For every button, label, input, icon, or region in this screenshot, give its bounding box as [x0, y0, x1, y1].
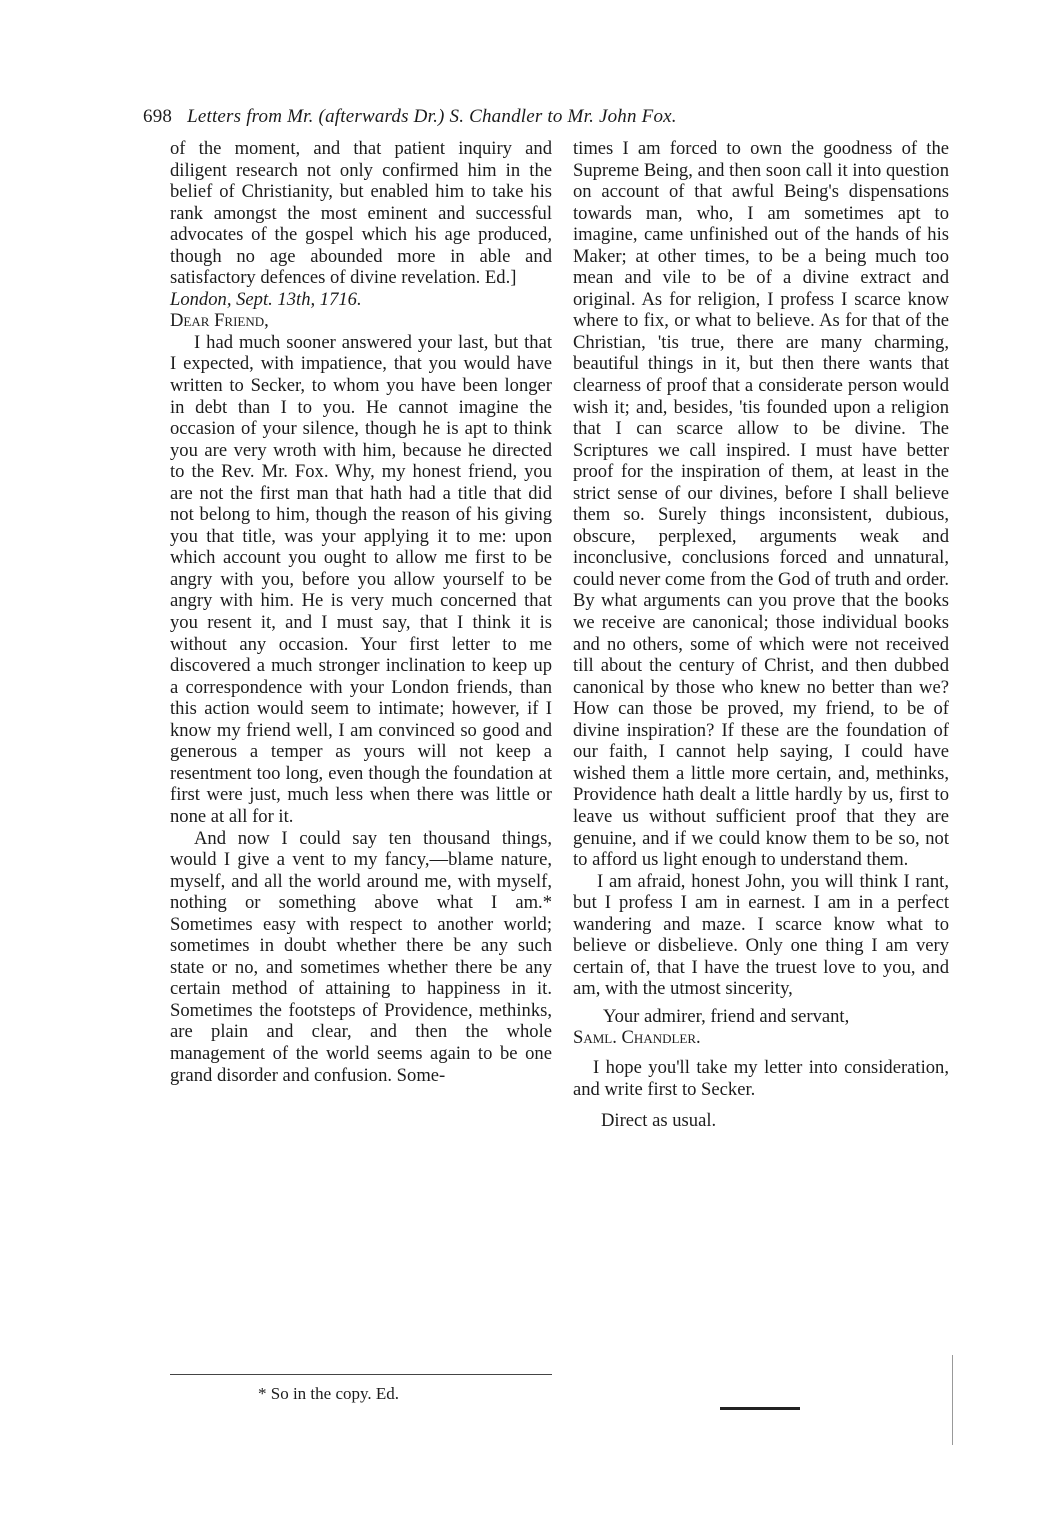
paragraph-3: I am afraid, honest John, you will think I rant, but I profess I am in earnest. I am in a perfect wandering and maze. I scarce know what to believe or disbelieve. Only one thing I am very certain of, that I have the truest love to you, and am, with the utmost sincerity,: [573, 870, 949, 1000]
running-header: [143, 106, 943, 128]
footnote: * So in the copy. Ed.: [258, 1384, 400, 1403]
paragraph-2-continued: times I am forced to own the goodness of the Supreme Being, and then soon call it into question on account of that awful Being's dispensations towards man, who, I am sometimes apt to imagine, came unfinished out of the hands of his Maker; at other times, to be a being much too mean and vile to be of a divine extract and original. As for religion, I profess I scarce know where to fix, or what to believe. As for that of the Christian, 'tis true, there are many charming, beautiful things in it, but then there wants that clearness of proof that a considerate person would wish it; and, besides, 'tis founded upon a religion that I can scarce allow to be divine. The Scriptures we call inspired. I must have better proof for the inspiration of them, at least in the strict sense of our divines, before I shall believe them so. Surely things inconsistent, dubious, obscure, perplexed, arguments weak and inconclusive, conclusions forced and unnatural, could never come from the God of truth and order. By what arguments can you prove that the books we receive are canonical; those individual books and no others, some of which were not received till about the century of Christ, and then dubbed canonical by those who knew no better than we? How can those be proved, my friend, to be of divine inspiration? If these are the foundation of our faith, I cannot help saying, I could have wished them a little more certain, and, methinks, Providence hath dealt a little hardly by us, first to leave us without sufficient proof that they are genuine, and if we could know them to be so, not to afford us light enough to understand them.: [573, 138, 949, 871]
direction-note: Direct as usual.: [601, 1110, 717, 1132]
editor-note-end: of the moment, and that patient inquiry and diligent research not only confirmed him in the belief of Christianity, but enabled him to take his rank amongst the most eminent and successful advocates of the gospel which his age produced, though no age abounded more in able and satisfactory defences of divine revelation. Ed.]: [170, 138, 552, 289]
left-column: [170, 138, 552, 1086]
paragraph-1: I had much sooner answered your last, but that I expected, with impatience, that you would have written to Secker, to whom you have been longer in debt than I to you. He cannot imagine the occasion of your silence, though he is apt to think you are very wroth with him, because he directed to the Rev. Mr. Fox. Why, my honest friend, you are not the first man that hath had a title that did not belong to him, though the reason of his giving you that title, was your applying it to me: upon which account you ought to allow me first to be angry with you, before you allow yourself to be angry with him. He is very much concerned that you resent it, and I must say, that I think it is without any occasion. Your first letter to me discovered a much stronger inclination to keep up a correspondence with your London friends, than this action would seem to intimate; however, if I know my friend well, I am convinced so good and generous a temper as yours will not keep a resentment too long, even though the foundation at first were just, much less when there was little or none at all for it.: [170, 331, 552, 827]
letter-date: London, Sept. 13th, 1716.: [170, 288, 362, 310]
end-ornament-rule: [720, 1407, 800, 1410]
page-number: 698: [143, 106, 173, 127]
margin-rule: [952, 1355, 953, 1445]
postscript: I hope you'll take my letter into consideration, and write first to Secker.: [573, 1056, 949, 1100]
right-column: [573, 138, 949, 1132]
footnote-rule: [170, 1374, 552, 1375]
salutation: Dear Friend,: [170, 310, 269, 332]
running-title: Letters from Mr. (afterwards Dr.) S. Chandler to Mr. John Fox.: [187, 106, 677, 127]
signature: Saml. Chandler.: [573, 1027, 701, 1049]
paragraph-2: And now I could say ten thousand things, would I give a vent to my fancy,—blame nature, myself, and all the world around me, with myself, nothing or something above what I am.* Sometimes easy with respect to another world; sometimes in doubt whether there be any such state or no, and sometimes whether there be any certain method of attaining to happiness in it. Sometimes the footsteps of Providence, methinks, are plain and clear, and then the whole management of the world seems again to be one grand disorder and confusion. Some-: [170, 827, 552, 1086]
closing-line: Your admirer, friend and servant,: [603, 1005, 850, 1027]
